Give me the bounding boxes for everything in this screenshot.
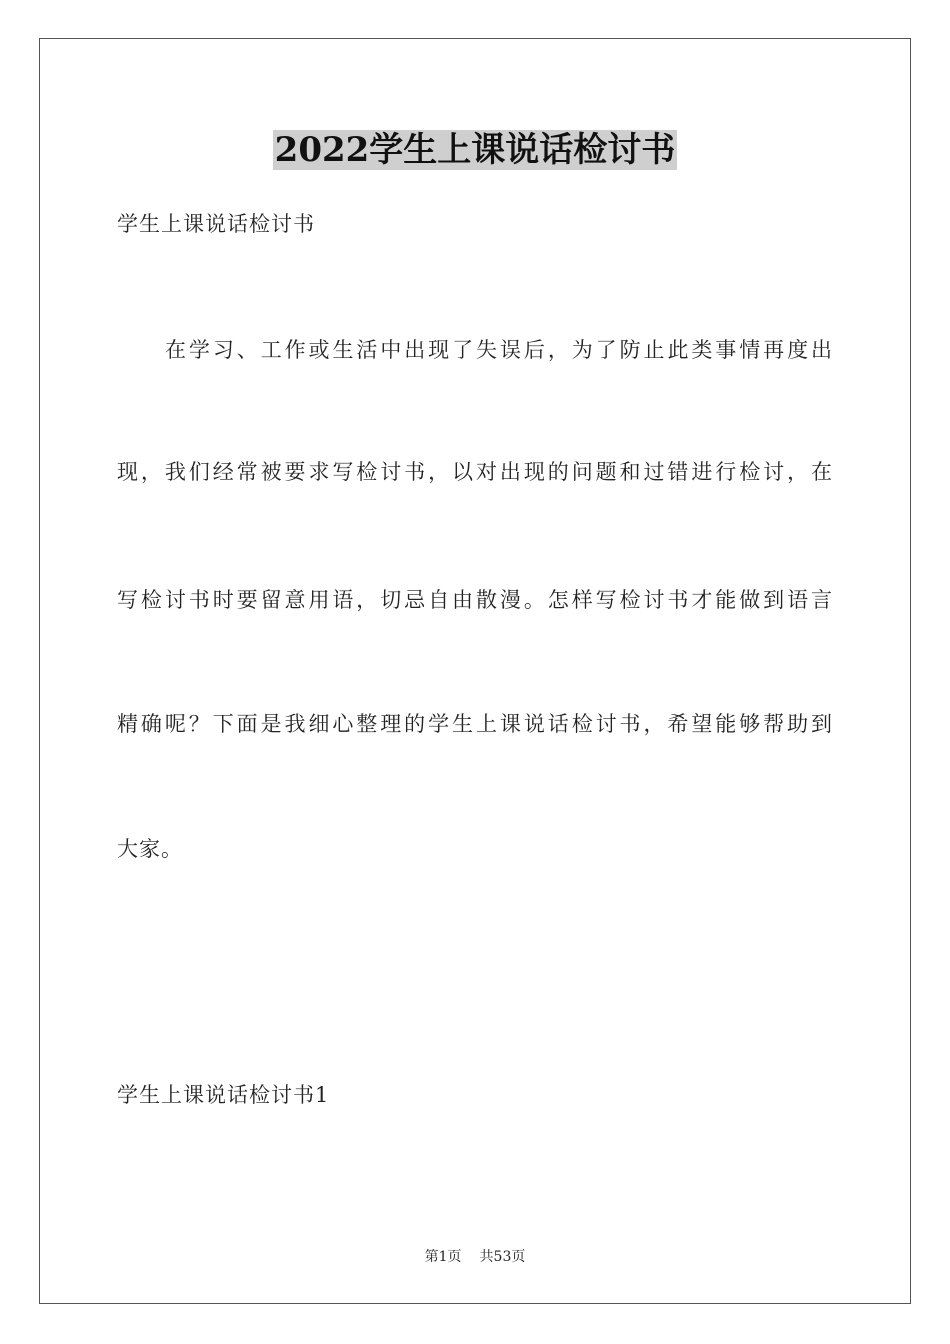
section-heading: 学生上课说话检讨书1	[117, 1083, 330, 1107]
page-total: 共53页	[479, 1249, 526, 1265]
paragraph-line-2: 现，我们经常被要求写检讨书，以对出现的问题和过错进行检讨，在	[117, 460, 833, 484]
paragraph-line-1: 在学习、工作或生活中出现了失误后，为了防止此类事情再度出	[165, 338, 833, 362]
page-number: 第1页	[424, 1249, 462, 1265]
paragraph-line-5: 大家。	[117, 837, 183, 861]
page-footer	[0, 1247, 950, 1267]
document-title-text: 2022学生上课说话检讨书	[274, 130, 676, 170]
paragraph-line-3: 写检讨书时要留意用语，切忌自由散漫。怎样写检讨书才能做到语言	[117, 588, 833, 612]
document-title	[0, 122, 950, 178]
document-subtitle: 学生上课说话检讨书	[117, 212, 315, 236]
paragraph-line-4: 精确呢？下面是我细心整理的学生上课说话检讨书，希望能够帮助到	[117, 712, 833, 736]
